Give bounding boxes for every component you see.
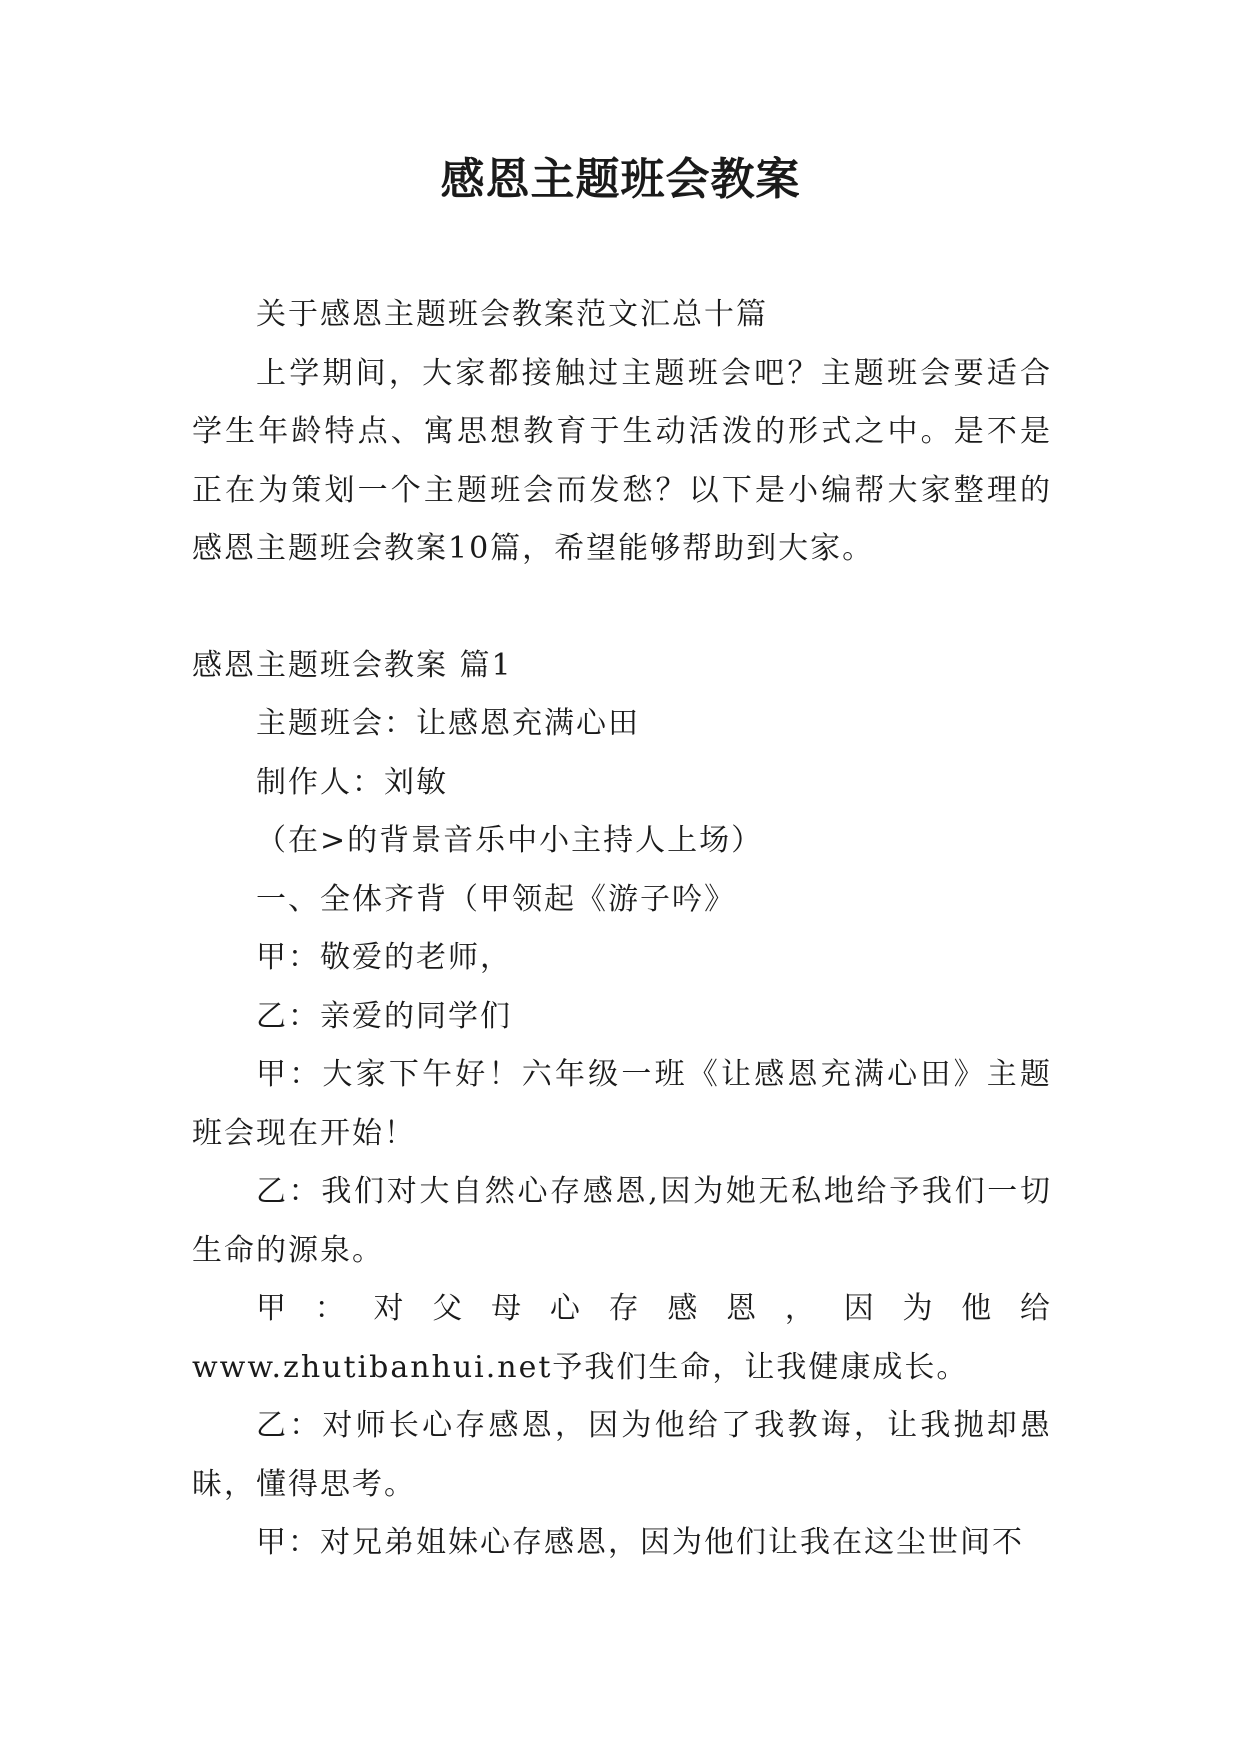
document-body <box>192 286 1052 1573</box>
paragraph-stage-note: （在>的背景音乐中小主持人上场） <box>256 823 764 858</box>
paragraph-dialogue: 乙：亲爱的同学们 <box>256 998 512 1034</box>
paragraph-theme: 主题班会：让感恩充满心田 <box>256 706 640 741</box>
paragraph-author: 制作人：刘敏 <box>256 764 448 800</box>
paragraph-intro: 上学期间，大家都接触过主题班会吧？主题班会要适合学生年龄特点、寓思想教育于生动活泼的形式之中。是不是正在为策划一个主题班会而发愁？以下是小编帮大家整理的感恩主题班会教案10篇，希望能够帮助到大家。 <box>192 355 1052 566</box>
paragraph-spacer <box>192 579 1052 637</box>
paragraph-intro-heading: 关于感恩主题班会教案范文汇总十篇 <box>256 297 768 332</box>
paragraph-dialogue: 甲：敬爱的老师， <box>256 940 512 975</box>
paragraph-dialogue: 乙：对师长心存感恩，因为他给了我教诲，让我抛却愚昧，懂得思考。 <box>192 1408 1052 1502</box>
section-heading: 感恩主题班会教案 篇1 <box>192 647 513 683</box>
paragraph-dialogue: 甲：大家下午好！六年级一班《让感恩充满心田》主题班会现在开始！ <box>192 1057 1052 1151</box>
document-title: 感恩主题班会教案 <box>440 154 801 205</box>
paragraph-dialogue: 甲：对父母心存感恩，因为他给www.zhutibanhui.net予我们生命，让我健康成长。 <box>192 1291 1052 1385</box>
paragraph-dialogue: 甲：对兄弟姐妹心存感恩，因为他们让我在这尘世间不 <box>256 1525 1024 1560</box>
paragraph-step-one: 一、全体齐背（甲领起《游子吟》 <box>256 881 736 917</box>
paragraph-dialogue: 乙：我们对大自然心存感恩,因为她无私地给予我们一切生命的源泉。 <box>192 1174 1052 1268</box>
